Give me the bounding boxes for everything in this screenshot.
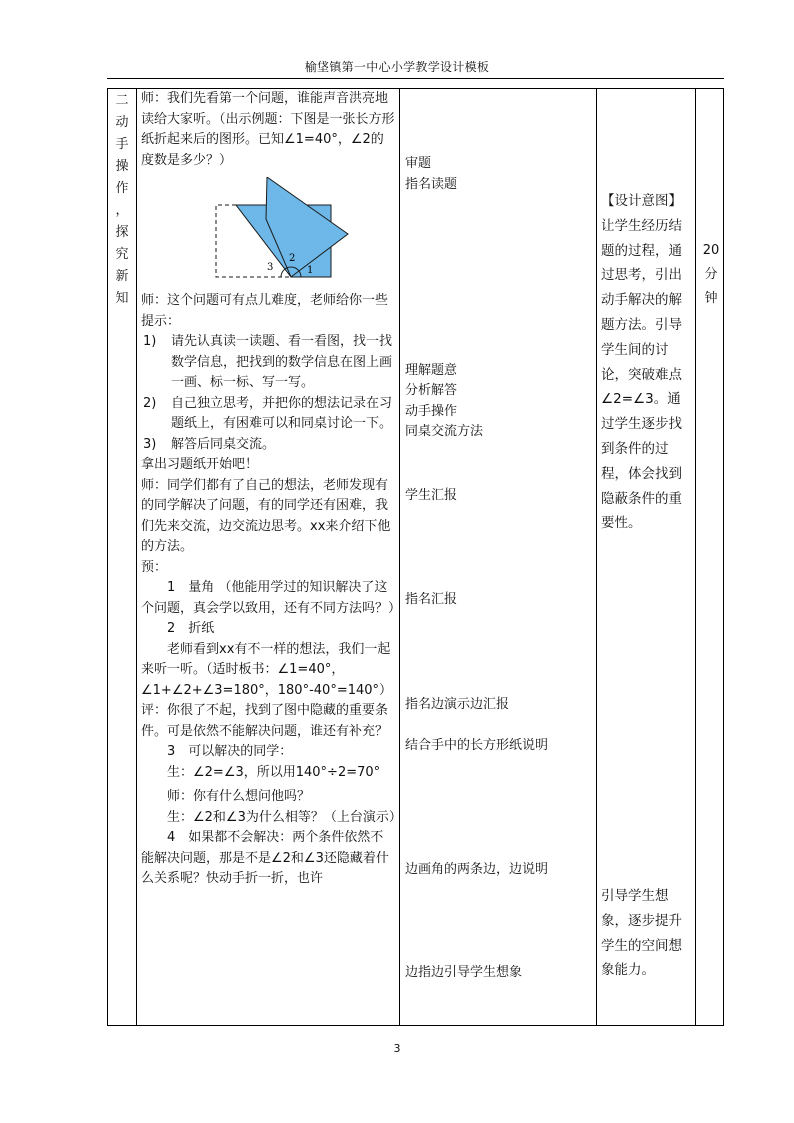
paper-flap bbox=[266, 177, 348, 277]
student-activity: 边画角的两条边，边说明 bbox=[405, 862, 549, 877]
student-activity: 边指边引导学生想象 bbox=[405, 965, 523, 980]
teacher-column bbox=[141, 89, 402, 1025]
method-3-title: 3 可以解决的同学： bbox=[167, 744, 293, 759]
student-activity: 理解题意 bbox=[405, 363, 458, 378]
student-activity: 动手操作 bbox=[405, 404, 458, 419]
stage-char: ， bbox=[115, 203, 129, 218]
student-column bbox=[405, 89, 590, 1025]
time-unit: 分 bbox=[704, 267, 718, 282]
time-value: 20 bbox=[702, 243, 720, 258]
stage-char: 探 bbox=[115, 225, 129, 240]
intent-text-2: 引导学生想象，逐步提升学生的空间想象能力。 bbox=[601, 888, 682, 979]
hint-text: 自己独立思考，并把你的想法记录在习题纸上，有困难可以和同桌讨论一下。 bbox=[171, 395, 393, 431]
stage-char: 作 bbox=[115, 181, 129, 196]
student-activity: 同桌交流方法 bbox=[405, 424, 484, 439]
method-4: 4 如果都不会解决：两个条件依然不能解决问题，那是不是∠2和∠3还隐藏着什么关系呢？快动手折一折，也许 bbox=[141, 830, 389, 886]
method-1: 1 量角 （他能用学过的知识解决了这个问题，真会学以致用，还有不同方法吗？） bbox=[141, 580, 402, 616]
divider bbox=[596, 89, 597, 1025]
intent-text: 让学生经历结题的过程，通过思考，引出动手解决的解题方法。引导学生间的讨论，突破难点∠2=∠3。通过学生逐步找到条件的过程，体会找到隐蔽条件的重要性。 bbox=[601, 217, 682, 532]
stage-char: 知 bbox=[115, 291, 129, 306]
student-activity: 指名边演示边汇报 bbox=[405, 697, 510, 712]
hint-text: 解答后同桌交流。 bbox=[171, 436, 276, 452]
method-3-student-question: 生：∠2和∠3为什么相等？（上台演示） bbox=[167, 809, 402, 825]
method-2-title: 2 折纸 bbox=[167, 621, 215, 636]
angle-label: 2 bbox=[289, 253, 296, 264]
method-3-teacher: 师：你有什么想问他吗？ bbox=[167, 789, 311, 804]
share-paragraph: 师：同学们都有了自己的想法，老师发现有的同学解决了问题，有的同学还有困难，我们先来交流，边交流边思考。xx来介绍下他的方法。 bbox=[141, 477, 391, 554]
stage-column bbox=[108, 89, 136, 1025]
header-rule bbox=[107, 78, 724, 79]
hint-number: 1) bbox=[143, 334, 157, 349]
page-header-title: 榆垡镇第一中心小学教学设计模板 bbox=[304, 60, 490, 74]
divider bbox=[399, 89, 400, 1025]
hint-item bbox=[141, 394, 396, 435]
hint-number: 3) bbox=[143, 436, 157, 452]
student-activity: 学生汇报 bbox=[405, 488, 458, 503]
start-line: 拿出习题纸开始吧！ bbox=[141, 457, 259, 472]
stage-char: 究 bbox=[115, 247, 129, 262]
stage-char: 新 bbox=[115, 269, 129, 284]
hint-text: 请先认真读一读题、看一看图，找一找数学信息，把找到的数学信息在图上画一画、标一标、写一写。 bbox=[171, 334, 393, 390]
student-activity: 结合手中的长方形纸说明 bbox=[405, 738, 549, 753]
intent-block bbox=[601, 189, 693, 536]
page-number: 3 bbox=[393, 1042, 401, 1055]
method-3-student: 生：∠2=∠3，所以用140°÷2=70° bbox=[167, 764, 381, 780]
student-activity: 审题 bbox=[405, 156, 432, 171]
method-2-text: 老师看到xx有不一样的想法，我们一起来听一听。（适时板书：∠1=40°，∠1+∠2+∠3=180°，180°-40°=140°） bbox=[141, 641, 393, 698]
hint-item bbox=[141, 332, 396, 394]
student-activity: 指名汇报 bbox=[405, 592, 458, 607]
lesson-table bbox=[107, 88, 724, 1026]
student-activity: 分析解答 bbox=[405, 383, 458, 398]
divider bbox=[136, 89, 137, 1025]
preview-label: 预： bbox=[141, 559, 168, 575]
stage-char: 操 bbox=[115, 159, 129, 174]
student-activity: 指名读题 bbox=[405, 177, 458, 192]
stage-char: 二 bbox=[115, 93, 129, 108]
time-column bbox=[698, 89, 724, 1025]
angle-label: 1 bbox=[307, 265, 314, 276]
time-unit: 钟 bbox=[704, 291, 718, 306]
hint-number: 2) bbox=[143, 395, 157, 411]
hint-intro: 师：这个问题可有点儿难度，老师给你一些提示： bbox=[141, 293, 389, 329]
angle-label: 3 bbox=[267, 262, 274, 273]
hint-item bbox=[141, 435, 396, 456]
divider bbox=[695, 89, 696, 1025]
intent-title: 【设计意图】 bbox=[601, 193, 682, 209]
comment: 评：你很了不起，找到了图中隐藏的重要条件。可是依然不能解决问题，谁还有补充？ bbox=[141, 703, 389, 739]
folded-rectangle-figure bbox=[181, 177, 351, 287]
teacher-intro: 师：我们先看第一个问题，谁能声音洪亮地读给大家听。（出示例题：下图是一张长方形纸折起来后的图形。已知∠1=40°，∠2的度数是多少？） bbox=[141, 91, 395, 168]
intent-column bbox=[601, 89, 693, 1025]
stage-char: 手 bbox=[115, 137, 129, 152]
stage-char: 动 bbox=[115, 115, 129, 130]
